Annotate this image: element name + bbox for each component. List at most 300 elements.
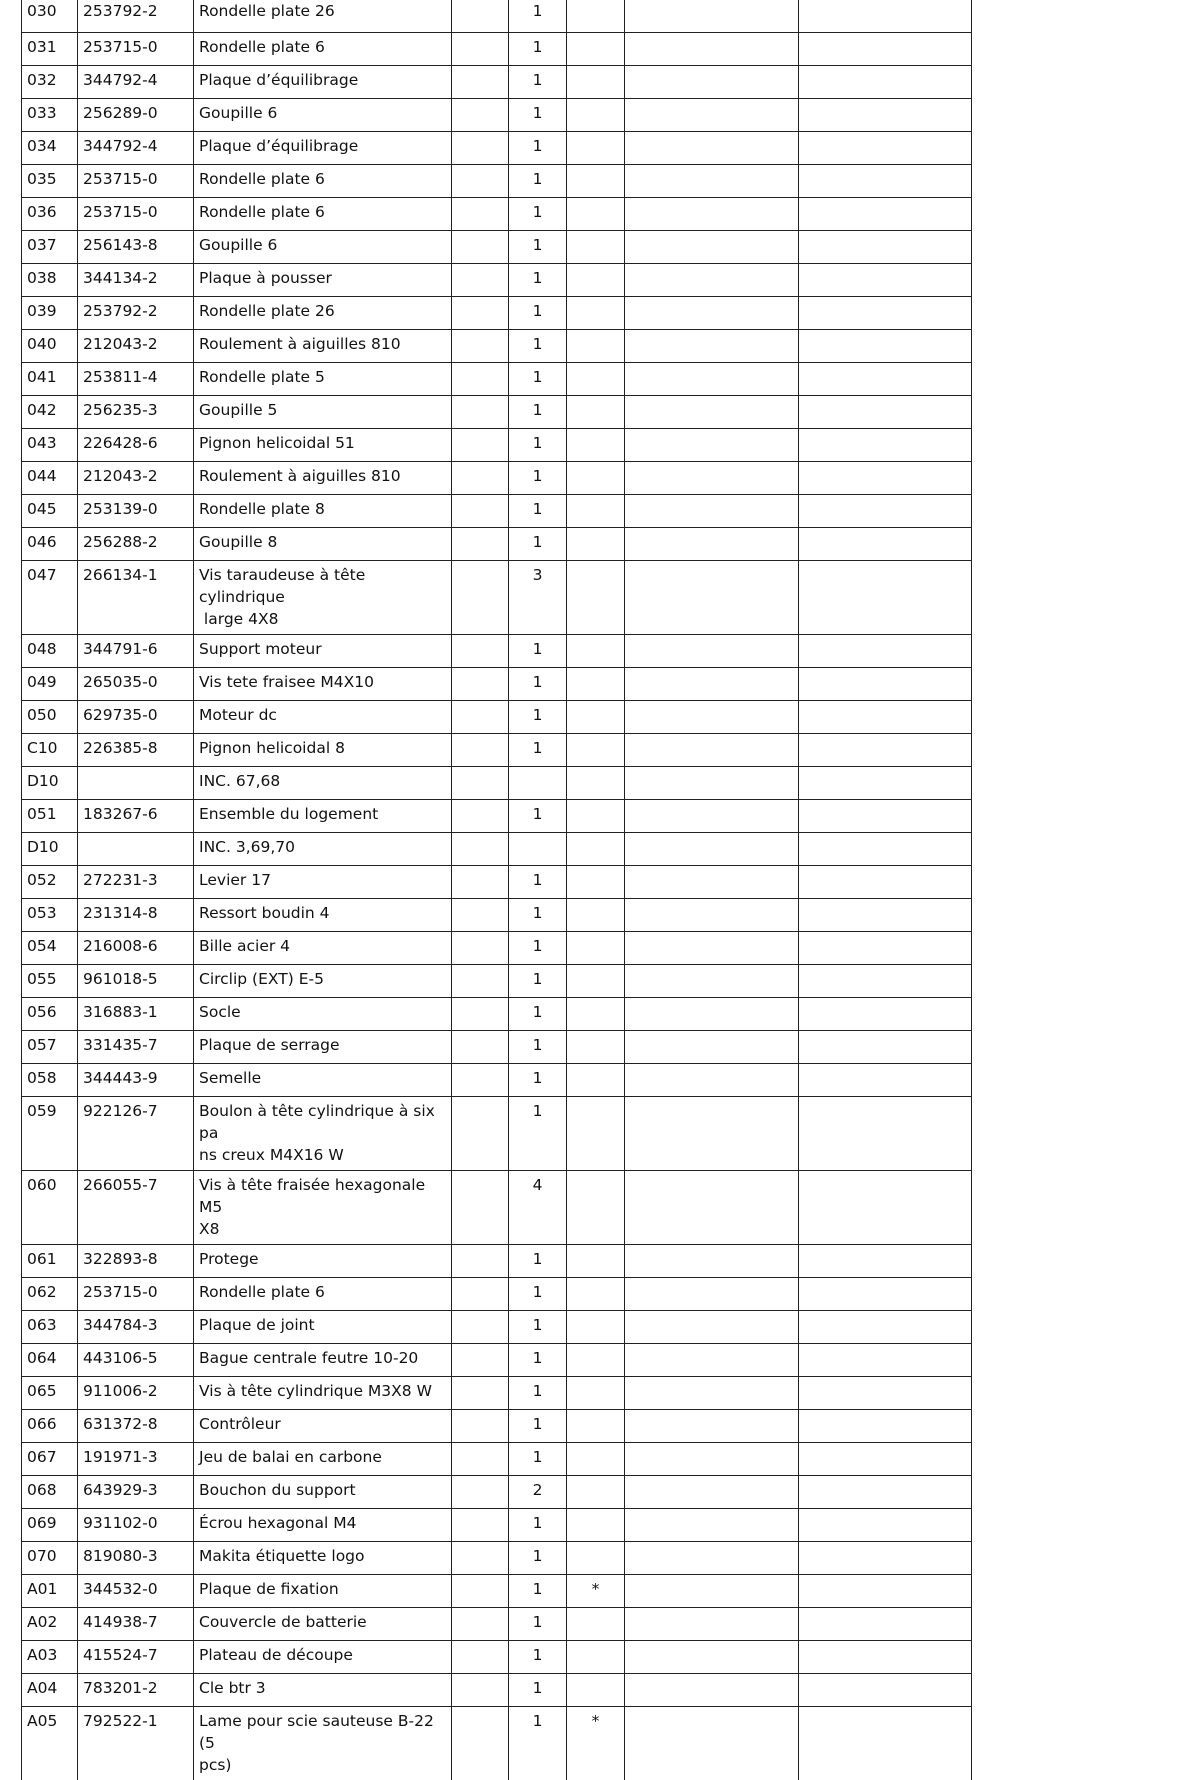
- empty-cell: [452, 297, 509, 330]
- table-row: [22, 264, 972, 297]
- description-line: Bouchon du support: [199, 1479, 446, 1501]
- empty-cell: [452, 1608, 509, 1641]
- empty-cell: [625, 734, 799, 767]
- note-mark-cell: [567, 330, 625, 363]
- part-number-cell: [78, 833, 194, 866]
- quantity-cell: 1: [509, 1674, 567, 1707]
- item-number-cell: 035: [22, 165, 78, 198]
- description-line: Rondelle plate 8: [199, 498, 446, 520]
- note-mark-cell: [567, 1410, 625, 1443]
- description-cell: [194, 1410, 452, 1443]
- description-cell: [194, 1344, 452, 1377]
- empty-cell: [625, 528, 799, 561]
- table-row: [22, 462, 972, 495]
- note-mark-cell: [567, 231, 625, 264]
- empty-cell: [452, 965, 509, 998]
- empty-cell: [625, 495, 799, 528]
- empty-cell: [625, 998, 799, 1031]
- part-number-cell: 911006-2: [78, 1377, 194, 1410]
- description-line: Socle: [199, 1001, 446, 1023]
- empty-cell: [452, 561, 509, 635]
- description-cell: [194, 264, 452, 297]
- empty-cell: [625, 0, 799, 33]
- table-row: [22, 932, 972, 965]
- item-number-cell: 051: [22, 800, 78, 833]
- table-row: [22, 1377, 972, 1410]
- note-mark-cell: *: [567, 1575, 625, 1608]
- part-number-cell: 322893-8: [78, 1245, 194, 1278]
- empty-cell: [625, 1097, 799, 1171]
- item-number-cell: 041: [22, 363, 78, 396]
- description-cell: [194, 198, 452, 231]
- empty-cell: [799, 1311, 972, 1344]
- empty-cell: [452, 528, 509, 561]
- empty-cell: [625, 429, 799, 462]
- empty-cell: [625, 66, 799, 99]
- note-mark-cell: [567, 1344, 625, 1377]
- empty-cell: [452, 264, 509, 297]
- table-row: [22, 1542, 972, 1575]
- description-cell: [194, 99, 452, 132]
- empty-cell: [452, 0, 509, 33]
- description-line: Pignon helicoidal 51: [199, 432, 446, 454]
- quantity-cell: [509, 833, 567, 866]
- note-mark-cell: [567, 198, 625, 231]
- empty-cell: [799, 495, 972, 528]
- part-number-cell: 256235-3: [78, 396, 194, 429]
- empty-cell: [799, 998, 972, 1031]
- quantity-cell: 1: [509, 165, 567, 198]
- part-number-cell: 961018-5: [78, 965, 194, 998]
- empty-cell: [452, 866, 509, 899]
- item-number-cell: 049: [22, 668, 78, 701]
- table-row: [22, 1311, 972, 1344]
- quantity-cell: 1: [509, 1344, 567, 1377]
- empty-cell: [625, 231, 799, 264]
- description-cell: [194, 1575, 452, 1608]
- description-line: Rondelle plate 6: [199, 36, 446, 58]
- part-number-cell: 931102-0: [78, 1509, 194, 1542]
- quantity-cell: 1: [509, 0, 567, 33]
- part-number-cell: 344791-6: [78, 635, 194, 668]
- table-row: [22, 998, 972, 1031]
- description-cell: [194, 396, 452, 429]
- description-cell: [194, 1031, 452, 1064]
- empty-cell: [452, 495, 509, 528]
- description-line-continued: large 4X8: [199, 608, 446, 630]
- quantity-cell: [509, 767, 567, 800]
- item-number-cell: A04: [22, 1674, 78, 1707]
- part-number-cell: 415524-7: [78, 1641, 194, 1674]
- part-number-cell: 256288-2: [78, 528, 194, 561]
- note-mark-cell: [567, 965, 625, 998]
- note-mark-cell: [567, 833, 625, 866]
- description-line-continued: X8: [199, 1218, 446, 1240]
- description-cell: [194, 363, 452, 396]
- note-mark-cell: [567, 1377, 625, 1410]
- note-mark-cell: [567, 899, 625, 932]
- parts-table-body: [22, 0, 972, 1780]
- description-cell: [194, 1064, 452, 1097]
- part-number-cell: 316883-1: [78, 998, 194, 1031]
- table-row: [22, 1097, 972, 1171]
- quantity-cell: 1: [509, 1278, 567, 1311]
- description-line: Plaque d’équilibrage: [199, 135, 446, 157]
- note-mark-cell: [567, 1311, 625, 1344]
- empty-cell: [452, 701, 509, 734]
- empty-cell: [625, 297, 799, 330]
- description-cell: [194, 701, 452, 734]
- note-mark-cell: [567, 1064, 625, 1097]
- empty-cell: [799, 1707, 972, 1780]
- table-row: [22, 66, 972, 99]
- note-mark-cell: [567, 1031, 625, 1064]
- description-cell: [194, 66, 452, 99]
- empty-cell: [799, 33, 972, 66]
- note-mark-cell: [567, 495, 625, 528]
- description-line: Jeu de balai en carbone: [199, 1446, 446, 1468]
- description-cell: [194, 462, 452, 495]
- empty-cell: [625, 635, 799, 668]
- quantity-cell: 1: [509, 1575, 567, 1608]
- quantity-cell: 2: [509, 1476, 567, 1509]
- table-row: [22, 1608, 972, 1641]
- table-row: [22, 33, 972, 66]
- description-line: Makita étiquette logo: [199, 1545, 446, 1567]
- item-number-cell: 030: [22, 0, 78, 33]
- empty-cell: [452, 231, 509, 264]
- table-row: [22, 800, 972, 833]
- note-mark-cell: [567, 1509, 625, 1542]
- description-cell: [194, 528, 452, 561]
- empty-cell: [452, 1031, 509, 1064]
- quantity-cell: 4: [509, 1171, 567, 1245]
- empty-cell: [625, 1171, 799, 1245]
- empty-cell: [799, 1097, 972, 1171]
- description-cell: [194, 668, 452, 701]
- description-cell: [194, 165, 452, 198]
- empty-cell: [625, 330, 799, 363]
- empty-cell: [625, 866, 799, 899]
- quantity-cell: 1: [509, 998, 567, 1031]
- empty-cell: [625, 932, 799, 965]
- table-row: [22, 396, 972, 429]
- empty-cell: [625, 833, 799, 866]
- note-mark-cell: [567, 396, 625, 429]
- description-line: Vis taraudeuse à tête cylindrique: [199, 564, 446, 608]
- part-number-cell: 212043-2: [78, 330, 194, 363]
- description-line: Ressort boudin 4: [199, 902, 446, 924]
- part-number-cell: 265035-0: [78, 668, 194, 701]
- description-line-continued: pcs): [199, 1754, 446, 1776]
- empty-cell: [799, 1171, 972, 1245]
- table-row: [22, 495, 972, 528]
- empty-cell: [799, 833, 972, 866]
- empty-cell: [625, 198, 799, 231]
- description-line: Bague centrale feutre 10-20: [199, 1347, 446, 1369]
- empty-cell: [799, 932, 972, 965]
- empty-cell: [452, 635, 509, 668]
- description-cell: [194, 1097, 452, 1171]
- empty-cell: [452, 1509, 509, 1542]
- part-number-cell: 643929-3: [78, 1476, 194, 1509]
- empty-cell: [625, 132, 799, 165]
- description-line: Rondelle plate 6: [199, 168, 446, 190]
- part-number-cell: 344792-4: [78, 132, 194, 165]
- item-number-cell: C10: [22, 734, 78, 767]
- part-number-cell: 266134-1: [78, 561, 194, 635]
- note-mark-cell: [567, 1278, 625, 1311]
- table-row: [22, 1064, 972, 1097]
- part-number-cell: 256289-0: [78, 99, 194, 132]
- item-number-cell: 039: [22, 297, 78, 330]
- empty-cell: [799, 396, 972, 429]
- empty-cell: [799, 363, 972, 396]
- table-row: [22, 866, 972, 899]
- empty-cell: [799, 528, 972, 561]
- empty-cell: [799, 899, 972, 932]
- description-line: Bille acier 4: [199, 935, 446, 957]
- item-number-cell: 063: [22, 1311, 78, 1344]
- description-line: Vis à tête cylindrique M3X8 W: [199, 1380, 446, 1402]
- table-row: [22, 1575, 972, 1608]
- description-line: Goupille 6: [199, 234, 446, 256]
- quantity-cell: 1: [509, 66, 567, 99]
- empty-cell: [452, 668, 509, 701]
- item-number-cell: 047: [22, 561, 78, 635]
- empty-cell: [625, 1377, 799, 1410]
- empty-cell: [452, 1278, 509, 1311]
- description-cell: [194, 1377, 452, 1410]
- empty-cell: [452, 429, 509, 462]
- empty-cell: [799, 1641, 972, 1674]
- note-mark-cell: [567, 1542, 625, 1575]
- description-cell: [194, 1443, 452, 1476]
- empty-cell: [799, 1608, 972, 1641]
- description-line: Levier 17: [199, 869, 446, 891]
- empty-cell: [799, 1064, 972, 1097]
- part-number-cell: 344532-0: [78, 1575, 194, 1608]
- quantity-cell: 1: [509, 1031, 567, 1064]
- item-number-cell: 031: [22, 33, 78, 66]
- table-row: [22, 363, 972, 396]
- item-number-cell: 055: [22, 965, 78, 998]
- table-row: [22, 0, 972, 33]
- empty-cell: [452, 99, 509, 132]
- empty-cell: [625, 965, 799, 998]
- item-number-cell: 043: [22, 429, 78, 462]
- note-mark-cell: [567, 1171, 625, 1245]
- empty-cell: [625, 1344, 799, 1377]
- description-line: Support moteur: [199, 638, 446, 660]
- quantity-cell: 1: [509, 668, 567, 701]
- description-line: Circlip (EXT) E-5: [199, 968, 446, 990]
- empty-cell: [625, 561, 799, 635]
- item-number-cell: 064: [22, 1344, 78, 1377]
- quantity-cell: 1: [509, 132, 567, 165]
- empty-cell: [452, 462, 509, 495]
- quantity-cell: 1: [509, 1443, 567, 1476]
- description-line: Plaque de joint: [199, 1314, 446, 1336]
- table-row: [22, 668, 972, 701]
- part-number-cell: 414938-7: [78, 1608, 194, 1641]
- table-row: [22, 1674, 972, 1707]
- item-number-cell: 054: [22, 932, 78, 965]
- description-line: INC. 67,68: [199, 770, 446, 792]
- table-row: [22, 1476, 972, 1509]
- note-mark-cell: [567, 528, 625, 561]
- part-number-cell: 212043-2: [78, 462, 194, 495]
- quantity-cell: 1: [509, 198, 567, 231]
- empty-cell: [625, 1410, 799, 1443]
- empty-cell: [452, 1410, 509, 1443]
- description-line: Moteur dc: [199, 704, 446, 726]
- parts-table: [21, 0, 972, 1780]
- part-number-cell: 216008-6: [78, 932, 194, 965]
- description-line: Lame pour scie sauteuse B-22 (5: [199, 1710, 446, 1754]
- quantity-cell: 1: [509, 734, 567, 767]
- empty-cell: [799, 264, 972, 297]
- note-mark-cell: [567, 767, 625, 800]
- empty-cell: [625, 1641, 799, 1674]
- quantity-cell: 3: [509, 561, 567, 635]
- empty-cell: [799, 1542, 972, 1575]
- description-cell: [194, 1509, 452, 1542]
- empty-cell: [452, 800, 509, 833]
- part-number-cell: 191971-3: [78, 1443, 194, 1476]
- part-number-cell: 253715-0: [78, 198, 194, 231]
- quantity-cell: 1: [509, 462, 567, 495]
- empty-cell: [452, 1674, 509, 1707]
- description-line: Goupille 8: [199, 531, 446, 553]
- empty-cell: [625, 1443, 799, 1476]
- empty-cell: [452, 1377, 509, 1410]
- empty-cell: [799, 800, 972, 833]
- empty-cell: [799, 297, 972, 330]
- empty-cell: [799, 1509, 972, 1542]
- empty-cell: [452, 1476, 509, 1509]
- quantity-cell: 1: [509, 396, 567, 429]
- quantity-cell: 1: [509, 701, 567, 734]
- item-number-cell: A02: [22, 1608, 78, 1641]
- table-row: [22, 734, 972, 767]
- item-number-cell: 066: [22, 1410, 78, 1443]
- empty-cell: [452, 1443, 509, 1476]
- table-row: [22, 99, 972, 132]
- item-number-cell: D10: [22, 833, 78, 866]
- quantity-cell: 1: [509, 1410, 567, 1443]
- part-number-cell: 629735-0: [78, 701, 194, 734]
- note-mark-cell: [567, 800, 625, 833]
- quantity-cell: 1: [509, 932, 567, 965]
- description-line: Plaque d’équilibrage: [199, 69, 446, 91]
- item-number-cell: 062: [22, 1278, 78, 1311]
- description-line: Rondelle plate 6: [199, 1281, 446, 1303]
- item-number-cell: A05: [22, 1707, 78, 1780]
- item-number-cell: 058: [22, 1064, 78, 1097]
- description-cell: [194, 1674, 452, 1707]
- item-number-cell: 070: [22, 1542, 78, 1575]
- quantity-cell: 1: [509, 264, 567, 297]
- description-cell: [194, 33, 452, 66]
- item-number-cell: 059: [22, 1097, 78, 1171]
- quantity-cell: 1: [509, 429, 567, 462]
- note-mark-cell: [567, 33, 625, 66]
- empty-cell: [452, 330, 509, 363]
- description-line: Vis à tête fraisée hexagonale M5: [199, 1174, 446, 1218]
- note-mark-cell: [567, 734, 625, 767]
- empty-cell: [452, 1641, 509, 1674]
- quantity-cell: 1: [509, 1707, 567, 1780]
- quantity-cell: 1: [509, 1641, 567, 1674]
- note-mark-cell: [567, 132, 625, 165]
- part-number-cell: 922126-7: [78, 1097, 194, 1171]
- empty-cell: [452, 998, 509, 1031]
- part-number-cell: 631372-8: [78, 1410, 194, 1443]
- description-line: Rondelle plate 5: [199, 366, 446, 388]
- quantity-cell: 1: [509, 1245, 567, 1278]
- description-line: Écrou hexagonal M4: [199, 1512, 446, 1534]
- empty-cell: [452, 1171, 509, 1245]
- empty-cell: [452, 33, 509, 66]
- empty-cell: [799, 429, 972, 462]
- empty-cell: [799, 1245, 972, 1278]
- empty-cell: [625, 1031, 799, 1064]
- empty-cell: [452, 1575, 509, 1608]
- quantity-cell: 1: [509, 1542, 567, 1575]
- item-number-cell: A01: [22, 1575, 78, 1608]
- empty-cell: [452, 1311, 509, 1344]
- empty-cell: [625, 99, 799, 132]
- empty-cell: [625, 165, 799, 198]
- description-cell: [194, 1707, 452, 1780]
- description-line: Semelle: [199, 1067, 446, 1089]
- item-number-cell: 034: [22, 132, 78, 165]
- description-line: Rondelle plate 26: [199, 0, 446, 22]
- description-line: Plaque de serrage: [199, 1034, 446, 1056]
- note-mark-cell: [567, 932, 625, 965]
- table-row: [22, 528, 972, 561]
- description-cell: [194, 1641, 452, 1674]
- part-number-cell: 226385-8: [78, 734, 194, 767]
- description-cell: [194, 1278, 452, 1311]
- empty-cell: [799, 1278, 972, 1311]
- table-row: [22, 1344, 972, 1377]
- item-number-cell: 056: [22, 998, 78, 1031]
- empty-cell: [452, 66, 509, 99]
- part-number-cell: 253715-0: [78, 165, 194, 198]
- empty-cell: [625, 1278, 799, 1311]
- quantity-cell: 1: [509, 635, 567, 668]
- part-number-cell: 344134-2: [78, 264, 194, 297]
- item-number-cell: 038: [22, 264, 78, 297]
- empty-cell: [625, 1245, 799, 1278]
- description-cell: [194, 1542, 452, 1575]
- item-number-cell: 046: [22, 528, 78, 561]
- description-cell: [194, 965, 452, 998]
- description-line: Plaque de fixation: [199, 1578, 446, 1600]
- description-cell: [194, 1171, 452, 1245]
- table-row: [22, 701, 972, 734]
- note-mark-cell: [567, 1674, 625, 1707]
- note-mark-cell: [567, 668, 625, 701]
- note-mark-cell: [567, 264, 625, 297]
- empty-cell: [625, 701, 799, 734]
- item-number-cell: 044: [22, 462, 78, 495]
- empty-cell: [625, 1674, 799, 1707]
- empty-cell: [625, 668, 799, 701]
- description-line: Rondelle plate 26: [199, 300, 446, 322]
